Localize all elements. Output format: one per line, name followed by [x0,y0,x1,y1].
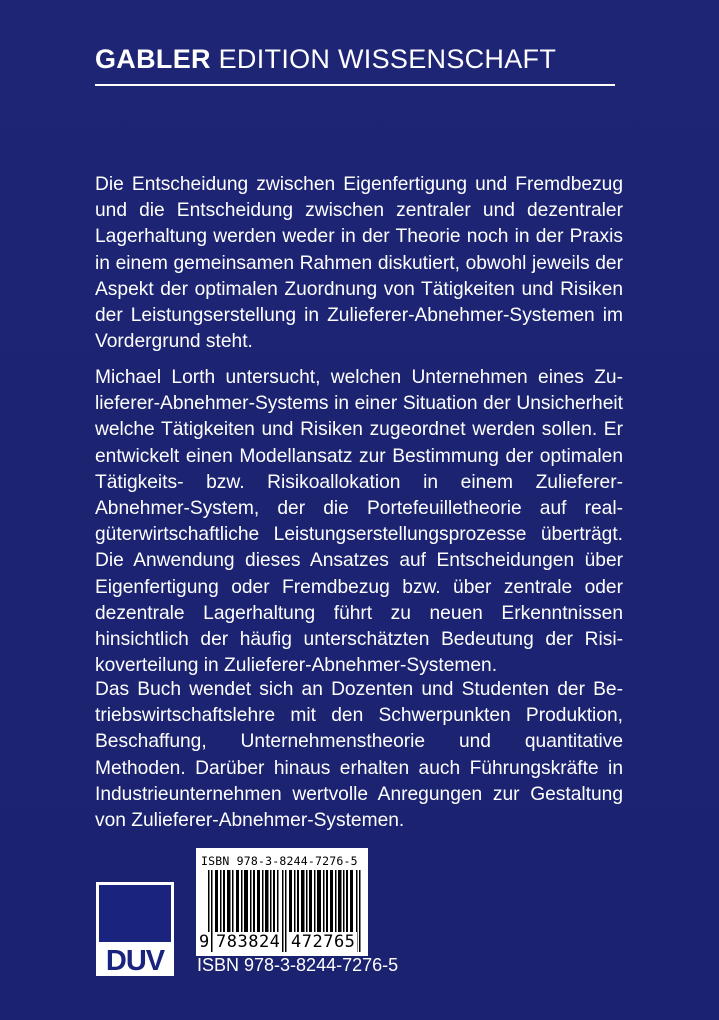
ean-right-digits: 472765 [291,932,356,952]
isbn-bottom-label: ISBN 978-3-8244-7276-5 [197,955,399,975]
blurb-paragraph-2: Michael Lorth untersucht, welchen Unternehmen eines Zulieferer-Abnehmer-Systems in einer Situation der Unsicherheit welche Tätigkeiten und Risiken zugeordnet werden sollen. Er entwickelt einen Modellansatz zur Bestimmung der optimalen Tätigkeits- bzw. Risikoallokation in einem Zulieferer-Abnehmer-System, der die Portefeuilletheorie auf realgüterwirtschaftliche Leistungserstellungsprozesse überträgt. Die Anwendung dieses Ansatzes auf Entscheidungen über Eigenfertigung oder Fremdbezug bzw. über zentrale oder dezentrale Lagerhaltung führt zu neuen Erkenntnissen hinsichtlich der häufig unterschätzten Bedeutung der Risikoverteilung in Zulieferer-Abnehmer-Systemen. [95,367,623,677]
blurb-paragraph-1: Die Entscheidung zwischen Eigenfertigung und Fremdbezug und die Entscheidung zwischen zentraler und dezentraler Lagerhaltung werden weder in der Theorie noch in der Praxis in einem gemeinsamen Rahmen diskutiert, obwohl jeweils der Aspekt der optimalen Zuordnung von Tätigkeiten und Risiken der Leistungserstellung in Zulieferer-Abnehmer-Systemen im Vordergrund steht. [95,174,623,353]
series-name: EDITION WISSENSCHAFT [210,44,557,74]
series-underline [95,84,615,86]
ean-digits [198,932,366,954]
ean-left-digits: 783824 [216,932,281,952]
svg-text:DUV: DUV [105,945,165,976]
ean-lead-digit: 9 [199,932,210,952]
series-title [95,44,556,75]
duv-logo-icon [96,882,174,976]
blurb-paragraph-3: Das Buch wendet sich an Dozenten und Studenten der Betriebswirtschaftslehre mit den Schwerpunkten Produktion, Beschaffung, Unternehmenstheorie und quantitative Methoden. Darüber hinaus erhalten auch Führungskräfte in Industrieunternehmen wertvolle Anregungen zur Gestaltung von Zulieferer-Abnehmer-Systemen. [95,679,623,832]
series-brand: GABLER [95,44,211,74]
isbn-top-label: ISBN 978-3-8244-7276-5 [201,854,358,868]
